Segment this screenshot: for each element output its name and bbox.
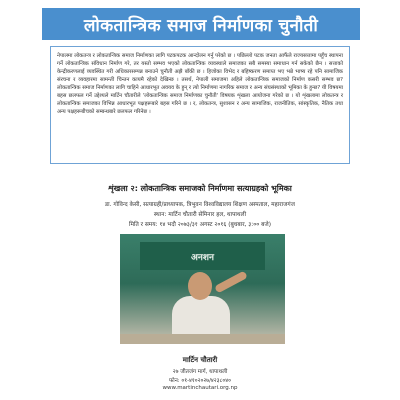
footer-org: मार्टिन चौतारी: [182, 356, 218, 364]
footer-website[interactable]: www.martinchautari.org.np: [162, 385, 238, 391]
person-arm: [214, 270, 248, 293]
footer-phone: फोन: ०१-४१०२०२७/४२३८०४०: [169, 378, 231, 384]
photo-banner-text: अनशन: [191, 252, 214, 263]
person-head: [188, 272, 212, 300]
intro-box: [50, 46, 350, 164]
datetime-line: मिति र समय: १४ भदौ २०७३/३१ अगस्ट २०१६ (बुधबार, ३:०० बजे): [129, 222, 271, 228]
intro-text: नेपालमा लोकतन्त्र र लोकतान्त्रिक समाज निर्माणका लागि पटकपटक आन्दोलन गर्नु परेको छ । पछिल्लो पटक जनता आफैंले राज्यसत्तामा पहुँच स्थापना गर्ने लोकतान्त्रिक संविधान निर्माण गरे, तर यस्तो सम्भव भएको लोकतान्त्रिक व्यवस्थाले समाजका सबै समस्या समाधान गर्न सकेको छैन । सत्ताको केन्द्रीकरणलाई व्यवस्थित गरी अधिकारसम्पन्न बनाउने चुनौती अझै बाँकी छ । हिजोका विभेद र बहिष्करण समाप्त भए भन्ने भाष्य रहे पनि सामाजिक संरचना र व्यवहारमा सामन्ती चिन्तन कायमै रहेको देखिन्छ । तसर्थ, नेपाली समाजमा अहिले लोकतान्त्रिक समाजको निर्माण कसरी सम्भव छ? लोकतान्त्रिक समाज निर्माणका लागि चाहिने आधारभूत अवयव के हुन् र त्यो निर्माणमा नागरिक समाज र अन्य संघसंस्थाको भूमिका के हुन्छ? यी विषयमा बहस छलफल गर्ने उद्देश्यले मार्टिन चौतारीले 'लोकतान्त्रिक समाज निर्माणका चुनौती' विषयक शृंखला आयोजना गरेको छ । यो शृंखलामा लोकतन्त्र र लोकतान्त्रिक समाजका विभिन्न आधारभूत पक्षहरूबारे बहस गरिने छ । र, लोकतन्त्र, सुशासन र अन्य सामाजिक, राजनीतिक, सांस्कृतिक, नैतिक तथा अन्य पक्षहरूबीचको सम्बन्धबारे छलफल गरिनेछ ।: [57, 53, 343, 115]
speaker-line: डा. गोविन्द केसी, सत्याग्रही/प्राध्यापक, त्रिभुवन विश्वविद्यालय शिक्षण अस्पताल, महाराजगंज: [105, 202, 295, 208]
speaker-photo: [120, 234, 285, 344]
photo-banner: [140, 242, 265, 270]
session-title: शृंखला २: लोकतान्त्रिक समाजको निर्माणमा सत्याग्रहको भूमिका: [108, 184, 292, 193]
page-title: लोकतान्त्रिक समाज निर्माणका चुनौती: [83, 15, 319, 36]
venue-line: स्थान: मार्टिन चौतारी सेमिनार हल, थापाथली: [153, 212, 247, 218]
page-title-banner: [42, 8, 360, 40]
table-edge: [120, 334, 285, 344]
footer-address: २७ जीतजंग मार्ग, थापाथली: [172, 369, 228, 375]
